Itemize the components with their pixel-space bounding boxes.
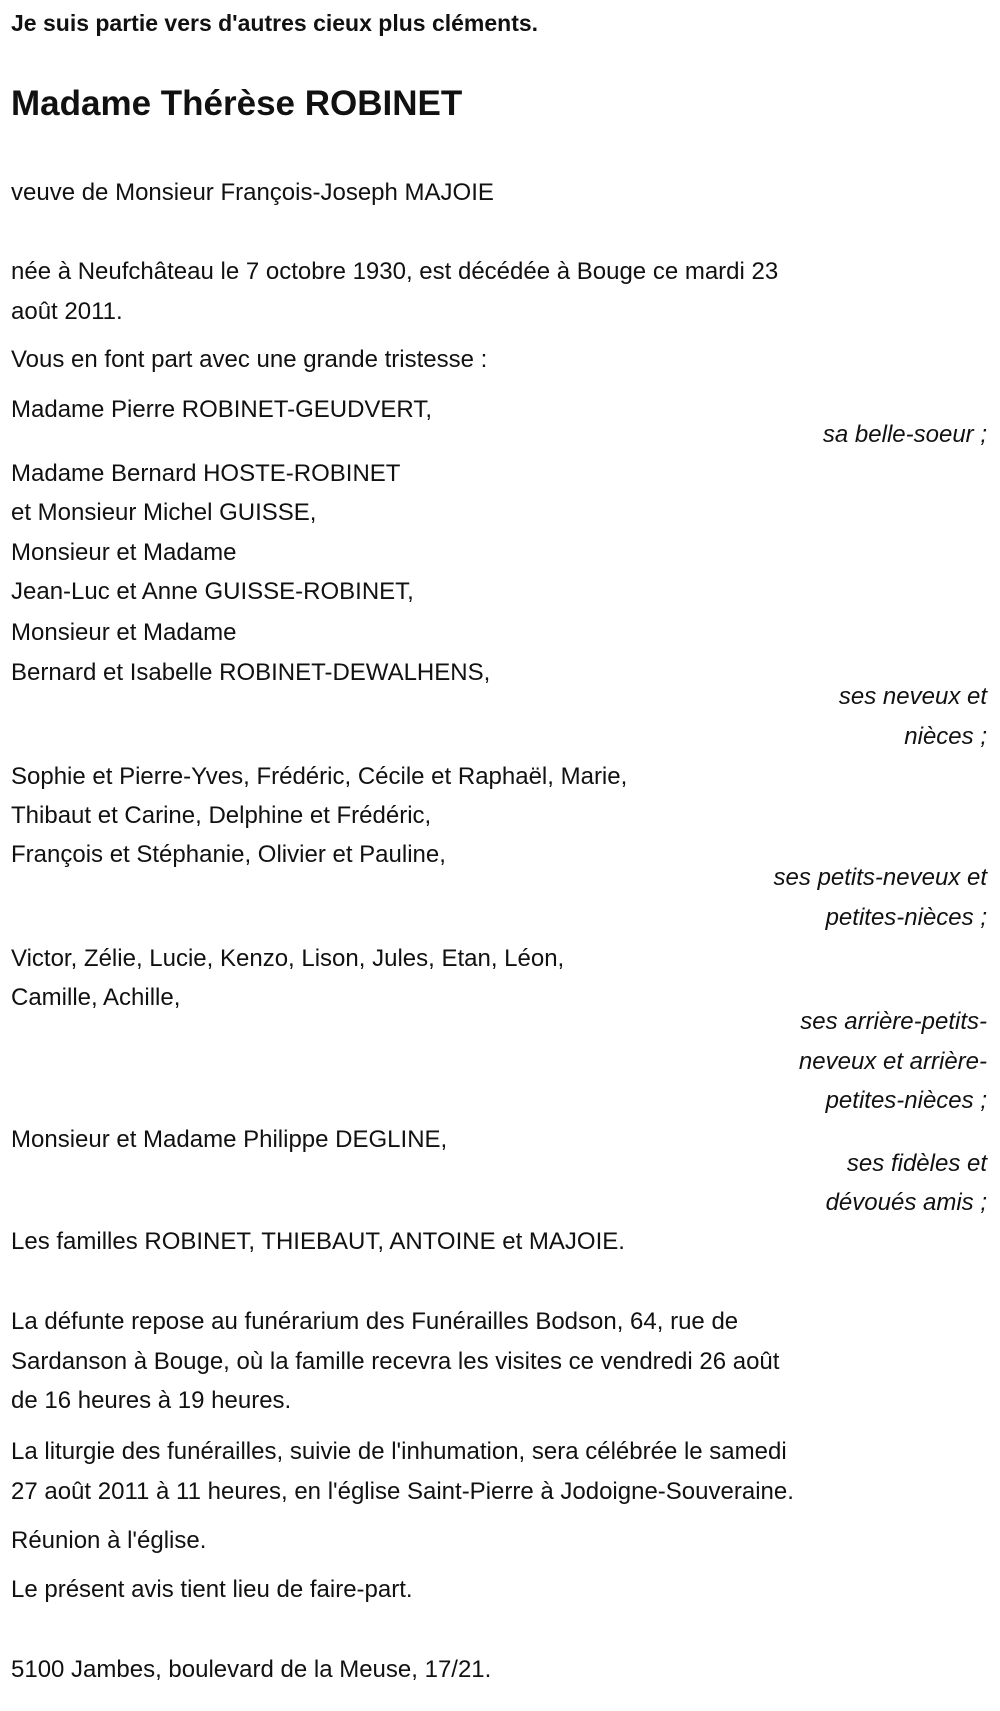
meeting-line: Réunion à l'église. [11, 1527, 207, 1554]
notice-line: Le présent avis tient lieu de faire-part. [11, 1576, 413, 1603]
visit-line: Sardanson à Bouge, où la famille recevra les visites ce vendredi 26 août [11, 1348, 780, 1375]
family-relation: ses neveux et [838, 683, 987, 710]
deceased-name: Madame Thérèse ROBINET [11, 84, 463, 123]
family-name: François et Stéphanie, Olivier et Pauline, [11, 841, 446, 868]
address-line: 5100 Jambes, boulevard de la Meuse, 17/21. [11, 1656, 492, 1683]
intro-line: Vous en font part avec une grande tristesse : [11, 346, 488, 373]
visit-line: La défunte repose au funérarium des Funérailles Bodson, 64, rue de [11, 1308, 739, 1335]
liturgy-line: 27 août 2011 à 11 heures, en l'église Saint-Pierre à Jodoigne-Souveraine. [11, 1478, 794, 1505]
family-relation: neveux et arrière- [798, 1048, 987, 1075]
family-name: Madame Pierre ROBINET-GEUDVERT, [11, 396, 432, 423]
family-relation: ses petits-neveux et [773, 864, 987, 891]
widow-line: veuve de Monsieur François-Joseph MAJOIE [11, 179, 494, 206]
family-name: Monsieur et Madame Philippe DEGLINE, [11, 1126, 448, 1153]
family-relation: ses fidèles et [846, 1150, 987, 1177]
family-relation: ses arrière-petits- [800, 1008, 987, 1035]
family-name: Monsieur et Madame [11, 619, 237, 646]
family-name: et Monsieur Michel GUISSE, [11, 499, 317, 526]
family-name: Thibaut et Carine, Delphine et Frédéric, [11, 802, 432, 829]
birth-line: août 2011. [11, 298, 123, 325]
families-line: Les familles ROBINET, THIEBAUT, ANTOINE et MAJOIE. [11, 1228, 625, 1255]
family-name: Madame Bernard HOSTE-ROBINET [11, 460, 401, 487]
family-name: Camille, Achille, [11, 984, 181, 1011]
family-name: Sophie et Pierre-Yves, Frédéric, Cécile et Raphaël, Marie, [11, 763, 628, 790]
tagline: Je suis partie vers d'autres cieux plus cléments. [11, 10, 539, 36]
family-name: Jean-Luc et Anne GUISSE-ROBINET, [11, 578, 414, 605]
family-relation: dévoués amis ; [825, 1189, 987, 1216]
visit-line: de 16 heures à 19 heures. [11, 1387, 292, 1414]
family-name: Bernard et Isabelle ROBINET-DEWALHENS, [11, 659, 491, 686]
family-name: Monsieur et Madame [11, 539, 237, 566]
family-relation: petites-nièces ; [825, 904, 987, 931]
liturgy-line: La liturgie des funérailles, suivie de l'inhumation, sera célébrée le samedi [11, 1438, 787, 1465]
family-relation: petites-nièces ; [825, 1087, 987, 1114]
family-relation: nièces ; [904, 723, 987, 750]
birth-line: née à Neufchâteau le 7 octobre 1930, est décédée à Bouge ce mardi 23 [11, 258, 779, 285]
family-name: Victor, Zélie, Lucie, Kenzo, Lison, Jules, Etan, Léon, [11, 945, 565, 972]
family-relation: sa belle-soeur ; [822, 421, 987, 448]
